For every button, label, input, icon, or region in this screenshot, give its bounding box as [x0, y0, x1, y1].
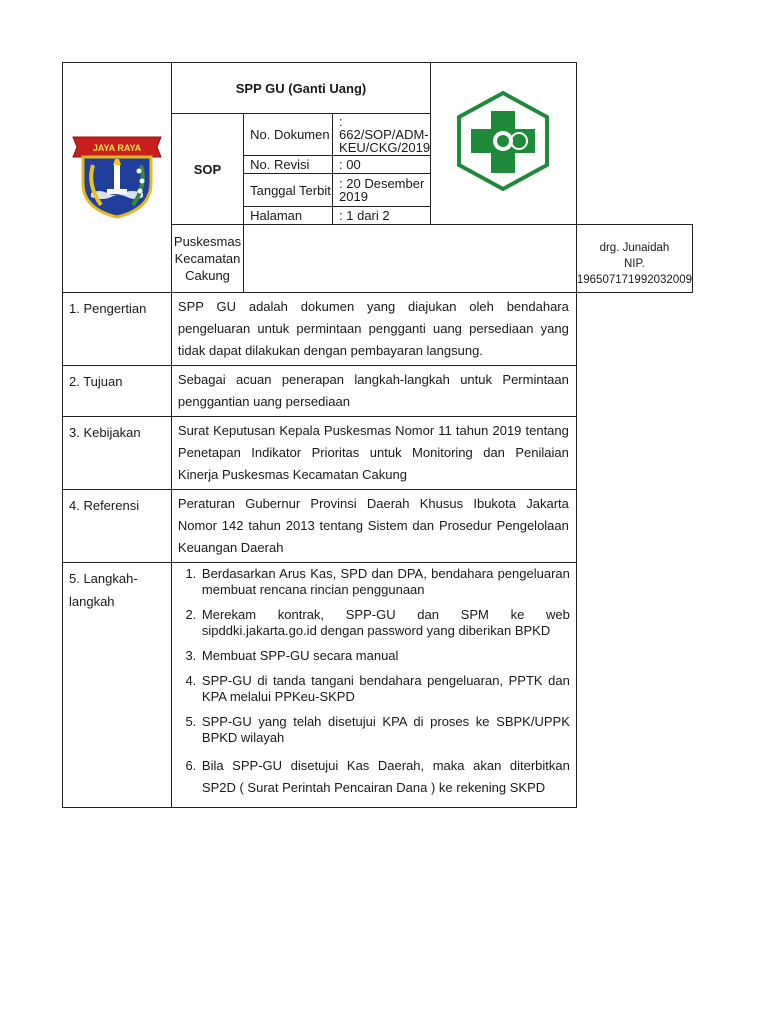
signer-name: drg. Junaidah: [599, 241, 670, 254]
issue-date-value: : 20 Desember 2019: [333, 174, 431, 207]
signature-block: [576, 225, 692, 293]
sop-document: [62, 62, 693, 808]
issue-date-label: Tanggal Terbit: [244, 174, 333, 207]
revision-value: : 00: [333, 156, 431, 174]
section-label-langkah: 5. Langkah-langkah: [63, 563, 172, 808]
dki-jakarta-logo-cell: [63, 63, 172, 293]
revision-label: No. Revisi: [244, 156, 333, 174]
document-title: SPP GU (Ganti Uang): [171, 63, 430, 114]
section-body-pengertian: SPP GU adalah dokumen yang diajukan oleh bendahara pengeluaran untuk permintaan pengganti uang persediaan yang tidak dapat dilakukan dengan pembayaran langsung.: [171, 293, 576, 366]
signer-nip: NIP. 196507171992032009: [576, 257, 692, 286]
empty-org-cell: [244, 225, 577, 293]
puskesmas-cross-icon: [451, 89, 555, 193]
page-value: : 1 dari 2: [333, 207, 431, 225]
page-label: Halaman: [244, 207, 333, 225]
dki-jakarta-emblem-icon: [69, 131, 165, 219]
sop-label: SOP: [171, 114, 243, 225]
organization-name: Puskesmas Kecamatan Cakung: [171, 225, 243, 293]
section-label-tujuan: 2. Tujuan: [63, 366, 172, 417]
section-label-pengertian: 1. Pengertian: [63, 293, 172, 366]
section-body-referensi: Peraturan Gubernur Provinsi Daerah Khusus Ibukota Jakarta Nomor 142 tahun 2013 tentang Sistem dan Prosedur Pengelolaan Keuangan Daerah: [171, 490, 576, 563]
section-body-langkah: [171, 563, 576, 808]
sop-table: [62, 62, 693, 808]
steps-list: [172, 566, 576, 807]
doc-number-label: No. Dokumen: [244, 114, 333, 156]
list-item: 6. Bila SPP-GU disetujui Kas Daerah, maka akan diterbitkan SP2D ( Surat Perintah Pencairan Dana ) ke rekening SKPD: [200, 755, 570, 799]
list-item: 1. Berdasarkan Arus Kas, SPD dan DPA, bendahara pengeluaran membuat rencana rincian penggunaan: [200, 566, 570, 598]
list-item: 2. Merekam kontrak, SPP-GU dan SPM ke web sipddki.jakarta.go.id dengan password yang diberikan BPKD: [200, 607, 570, 639]
logo-motto: JAYA RAYA: [92, 143, 142, 153]
list-item: 5. SPP-GU yang telah disetujui KPA di proses ke SBPK/UPPK BPKD wilayah: [200, 714, 570, 746]
section-label-referensi: 4. Referensi: [63, 490, 172, 563]
section-label-kebijakan: 3. Kebijakan: [63, 417, 172, 490]
puskesmas-logo-cell: [431, 63, 577, 225]
list-item: 4. SPP-GU di tanda tangani bendahara pengeluaran, PPTK dan KPA melalui PPKeu-SKPD: [200, 673, 570, 705]
section-body-tujuan: Sebagai acuan penerapan langkah-langkah untuk Permintaan penggantian uang persediaan: [171, 366, 576, 417]
list-item: 3. Membuat SPP-GU secara manual: [200, 648, 570, 664]
section-body-kebijakan: Surat Keputusan Kepala Puskesmas Nomor 11 tahun 2019 tentang Penetapan Indikator Prioritas untuk Monitoring dan Penilaian Kinerja Puskesmas Kecamatan Cakung: [171, 417, 576, 490]
doc-number-value: : 662/SOP/ADM-KEU/CKG/2019: [333, 114, 431, 156]
